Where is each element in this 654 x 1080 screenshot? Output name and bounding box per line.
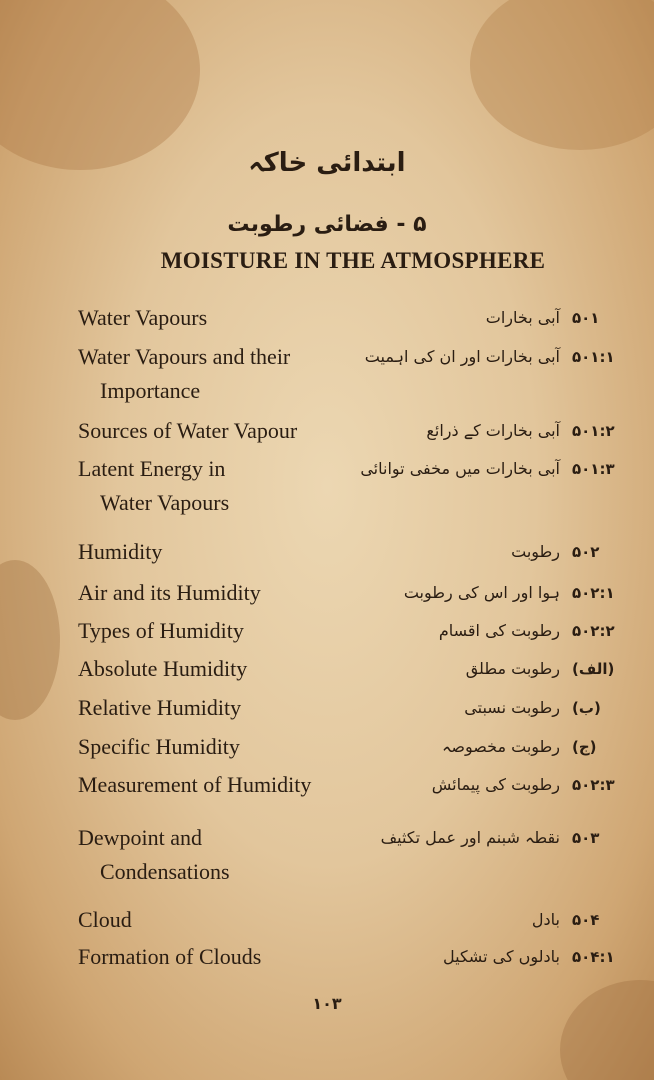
- entry-english: Sources of Water Vapour: [78, 418, 298, 443]
- entry-urdu: نقطہ شبنم اور عمل تکثیف: [380, 828, 560, 847]
- entry-urdu: بادلوں کی تشکیل: [443, 947, 560, 966]
- entry-urdu: آبی بخارات میں مخفی توانائی: [360, 459, 560, 478]
- entry-urdu: آبی بخارات: [485, 308, 560, 327]
- entry-number: ۵۰۱:۱: [572, 348, 615, 366]
- entry-number: ۵۰۱: [572, 309, 600, 327]
- entry-english: Water Vapours: [78, 305, 208, 330]
- entry-english: Latent Energy in Water Vapours: [78, 456, 230, 515]
- entry-english: Relative Humidity: [78, 695, 242, 720]
- entry-urdu: رطوبت کی اقسام: [438, 621, 560, 640]
- paper-stain: [0, 0, 200, 170]
- entry-urdu: رطوبت نسبتی: [464, 698, 560, 717]
- entry-urdu: بادل: [531, 910, 560, 929]
- entry-english: Absolute Humidity: [78, 656, 248, 681]
- entry-number: ۵۰۲: [572, 543, 600, 561]
- entry-english: Measurement of Humidity: [78, 772, 312, 797]
- entry-number: ۵۰۴: [572, 911, 600, 929]
- entry-number: ۵۰۲:۲: [572, 622, 615, 640]
- paper-stain: [470, 0, 654, 150]
- entry-urdu: رطوبت مخصوصہ: [442, 737, 560, 756]
- entry-english: Air and its Humidity: [78, 580, 261, 605]
- entry-english: Formation of Clouds: [78, 944, 262, 969]
- entry-number: ۵۰۱:۳: [572, 460, 615, 478]
- entry-english: Specific Humidity: [78, 734, 240, 759]
- page-number: ۱۰۳: [312, 994, 342, 1013]
- paper-stain: [0, 560, 60, 720]
- entry-urdu: رطوبت مطلق: [465, 659, 560, 678]
- entry-urdu: رطوبت: [511, 542, 560, 561]
- entry-number: ۵۰۴:۱: [572, 948, 615, 966]
- entry-number: (ب): [572, 699, 601, 717]
- entry-number: (الف): [572, 660, 615, 678]
- entry-number: ۵۰۲:۳: [572, 776, 615, 794]
- entry-english: Water Vapours and their Importance: [78, 344, 291, 403]
- entry-urdu: آبی بخارات کے ذرائع: [426, 421, 560, 440]
- entry-number: ۵۰۳: [572, 829, 600, 847]
- entry-english: Types of Humidity: [78, 618, 244, 643]
- entry-urdu: رطوبت کی پیمائش: [431, 775, 560, 794]
- entry-number: ۵۰۲:۱: [572, 584, 615, 602]
- entry-number: ۵۰۱:۲: [572, 422, 615, 440]
- entry-english: Cloud: [78, 907, 132, 932]
- entry-english: Dewpoint and Condensations: [78, 825, 230, 884]
- entry-urdu: ہوا اور اس کی رطوبت: [403, 583, 560, 602]
- chapter-title-urdu: ۵ - فضائی رطوبت: [227, 212, 427, 237]
- chapter-title-english: MOISTURE IN THE ATMOSPHERE: [160, 248, 546, 273]
- entry-number: (ج): [572, 738, 597, 756]
- page-title-urdu: ابتدائی خاکہ: [248, 148, 406, 178]
- entry-english: Humidity: [78, 539, 163, 564]
- entry-urdu: آبی بخارات اور ان کی اہمیت: [364, 347, 560, 366]
